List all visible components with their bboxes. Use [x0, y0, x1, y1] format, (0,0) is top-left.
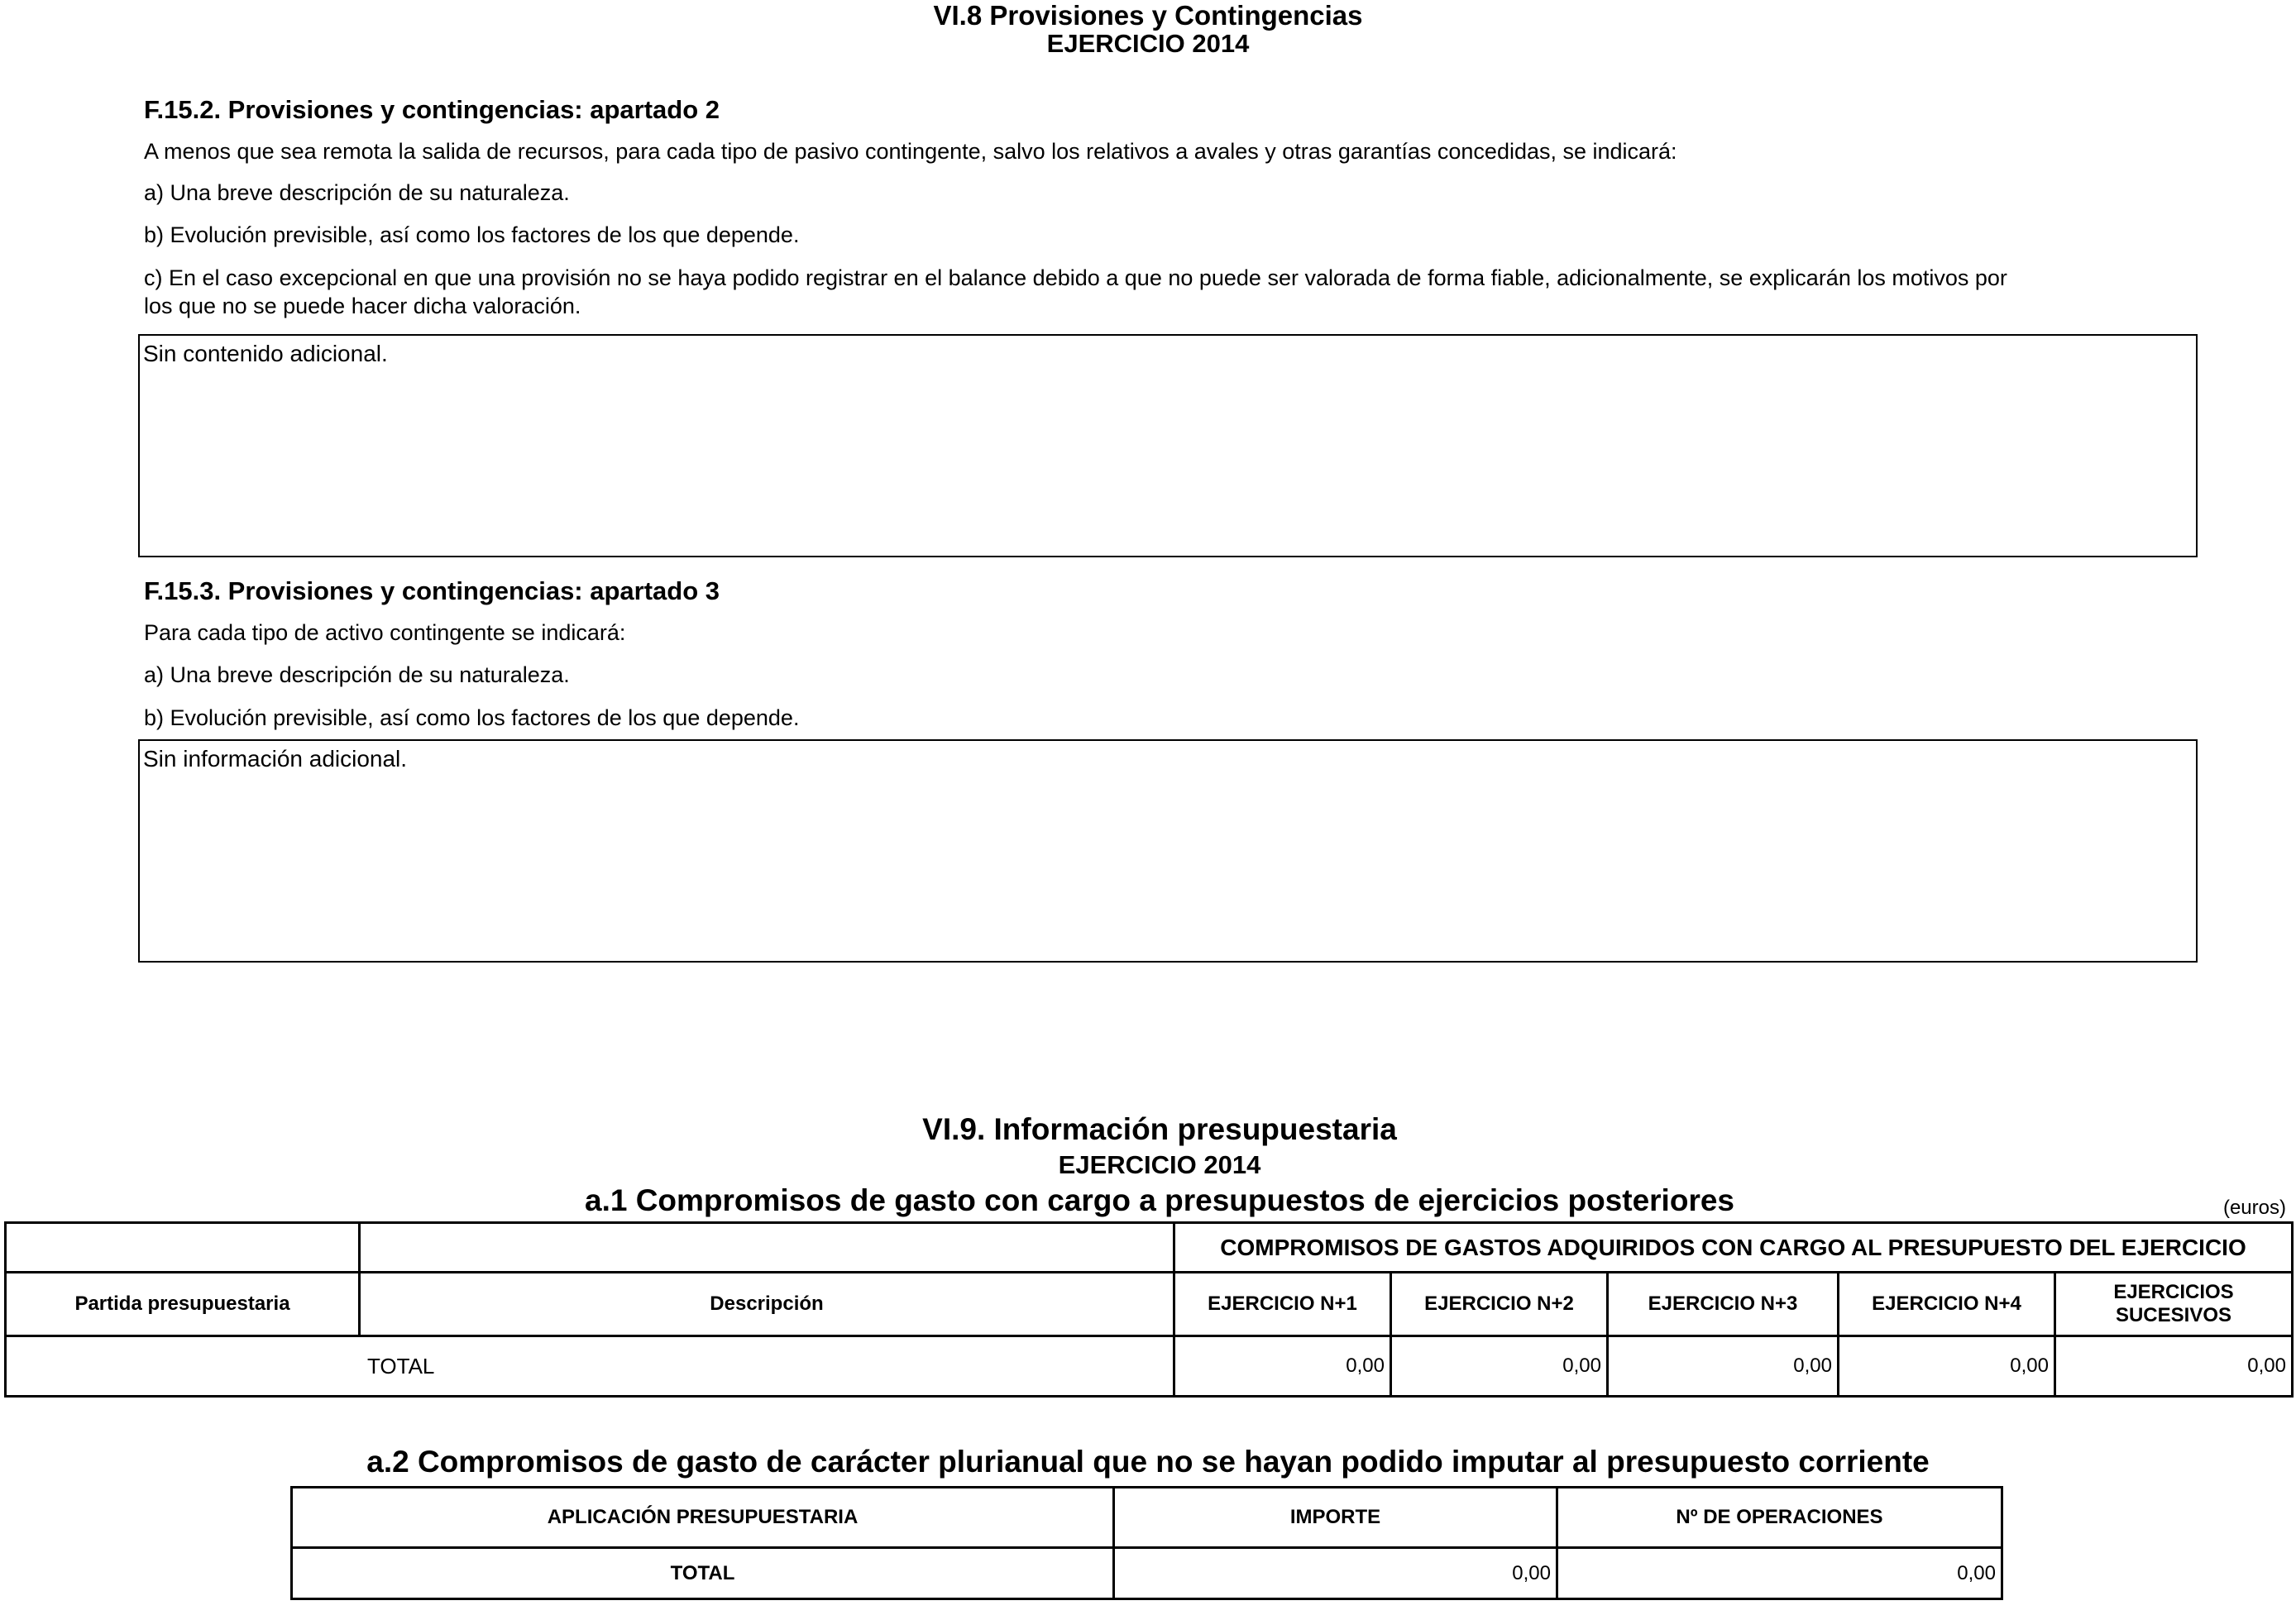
a2-total-row — [292, 1548, 2002, 1599]
f153-title: F.15.3. Provisiones y contingencias: apartado 3 — [144, 576, 720, 605]
a1-total-label: TOTAL — [6, 1336, 1174, 1397]
a1-col-sucesivos-line2: SUCESIVOS — [2115, 1304, 2232, 1326]
a1-group-header: COMPROMISOS DE GASTOS ADQUIRIDOS CON CARGO AL PRESUPUESTO DEL EJERCICIO — [1174, 1223, 2293, 1273]
a1-column-header-row — [6, 1273, 2293, 1336]
f153-intro: Para cada tipo de activo contingente se indicará: — [144, 620, 626, 645]
section-vi9-year: EJERCICIO 2014 — [1058, 1150, 1261, 1179]
f152-box-text: Sin contenido adicional. — [143, 341, 388, 366]
f152-item-c-line2: los que no se puede hacer dicha valoración. — [144, 294, 581, 318]
f152-intro: A menos que sea remota la salida de recursos, para cada tipo de pasivo contingente, salvo los relativos a avales y otras garantías concedidas, se indicará: — [144, 139, 1677, 164]
a1-title: a.1 Compromisos de gasto con cargo a presupuestos de ejercicios posteriores — [585, 1183, 1734, 1217]
section-vi8-title: VI.8 Provisiones y Contingencias — [933, 0, 1363, 31]
a1-col-descripcion: Descripción — [360, 1273, 1174, 1336]
a1-col-n1: EJERCICIO N+1 — [1174, 1273, 1391, 1336]
a1-col-partida: Partida presupuestaria — [6, 1273, 360, 1336]
a1-total-row — [6, 1336, 2293, 1397]
a1-col-n4: EJERCICIO N+4 — [1839, 1273, 2055, 1336]
f153-content-box — [138, 739, 2198, 963]
a2-total-importe: 0,00 — [1114, 1548, 1557, 1599]
a1-units: (euros) — [2222, 1197, 2286, 1219]
a1-empty-cell — [6, 1223, 360, 1273]
a2-title: a.2 Compromisos de gasto de carácter plurianual que no se hayan podido imputar al presupuesto corriente — [366, 1445, 1930, 1479]
a1-total-n2: 0,00 — [1391, 1336, 1608, 1397]
f152-item-b: b) Evolución previsible, así como los factores de los que depende. — [144, 222, 800, 247]
f152-item-c-line1: c) En el caso excepcional en que una provisión no se haya podido registrar en el balance debido a que no puede ser valorada de forma fiable, adicionalmente, se explicarán los motivos por — [144, 265, 2007, 290]
a1-total-n4: 0,00 — [1839, 1336, 2055, 1397]
f152-content-box — [138, 334, 2198, 557]
a1-total-n3: 0,00 — [1608, 1336, 1839, 1397]
a1-empty-cell — [360, 1223, 1174, 1273]
a1-col-n3: EJERCICIO N+3 — [1608, 1273, 1839, 1336]
a1-col-sucesivos-line1: EJERCICIOS — [2113, 1281, 2234, 1303]
section-vi8-year: EJERCICIO 2014 — [1046, 29, 1250, 58]
f153-item-b: b) Evolución previsible, así como los factores de los que depende. — [144, 705, 800, 730]
a1-total-sucesivos: 0,00 — [2055, 1336, 2293, 1397]
f153-item-a: a) Una breve descripción de su naturaleza. — [144, 662, 570, 687]
f152-item-a: a) Una breve descripción de su naturaleza. — [144, 180, 570, 205]
a2-table — [290, 1486, 2003, 1600]
a1-total-n1: 0,00 — [1174, 1336, 1391, 1397]
a2-total-operaciones: 0,00 — [1557, 1548, 2002, 1599]
f153-box-text: Sin información adicional. — [143, 746, 408, 772]
a2-header-row — [292, 1488, 2002, 1548]
a2-col-operaciones: Nº DE OPERACIONES — [1557, 1488, 2002, 1548]
a1-col-sucesivos — [2055, 1273, 2293, 1336]
a2-total-label: TOTAL — [292, 1548, 1114, 1599]
a1-group-header-row — [6, 1223, 2293, 1273]
section-vi9-title: VI.9. Información presupuestaria — [922, 1112, 1397, 1146]
a1-table — [4, 1221, 2294, 1398]
a2-col-aplicacion: APLICACIÓN PRESUPUESTARIA — [292, 1488, 1114, 1548]
f152-title: F.15.2. Provisiones y contingencias: apartado 2 — [144, 95, 720, 124]
a1-col-n2: EJERCICIO N+2 — [1391, 1273, 1608, 1336]
a2-col-importe: IMPORTE — [1114, 1488, 1557, 1548]
